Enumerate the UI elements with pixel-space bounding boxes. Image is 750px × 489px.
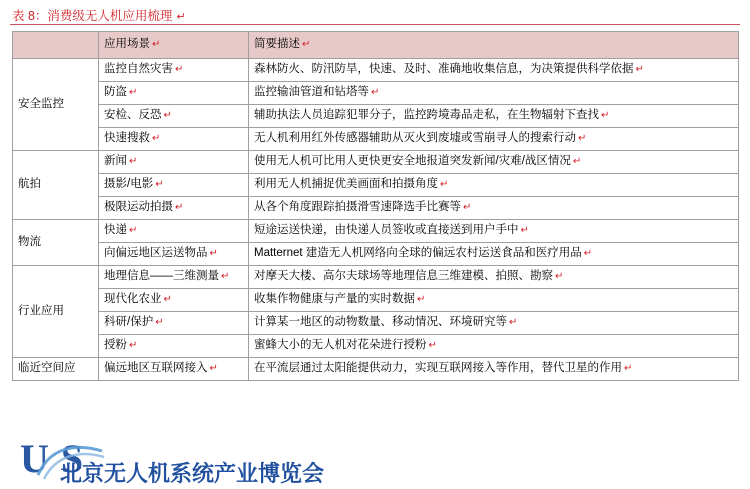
paragraph-mark-icon: ↵	[221, 271, 230, 283]
scene-cell: 授粉 ↵	[99, 335, 249, 358]
paragraph-mark-icon: ↵	[129, 225, 138, 237]
logo-letters-text: U S	[20, 436, 85, 481]
paragraph-mark-icon: ↵	[583, 248, 593, 260]
scene-cell: 地理信息——三维测量 ↵	[99, 266, 249, 289]
scene-cell: 快速搜救 ↵	[99, 128, 249, 151]
scene-cell: 安检、反恐 ↵	[99, 105, 249, 128]
table-row	[13, 289, 739, 312]
table-row	[13, 335, 739, 358]
paragraph-mark-icon: ↵	[175, 64, 184, 76]
paragraph-mark-icon: ↵	[371, 87, 380, 99]
paragraph-mark-icon: ↵	[152, 133, 161, 145]
scene-cell: 摄影/电影 ↵	[99, 174, 249, 197]
table-header-desc: 简要描述 ↵	[249, 32, 739, 59]
paragraph-mark-icon: ↵	[209, 248, 218, 260]
paragraph-mark-icon: ↵	[152, 39, 161, 51]
table-row	[13, 105, 739, 128]
paragraph-mark-icon: ↵	[572, 156, 582, 168]
description-cell: 利用无人机捕捉优美画面和拍摄角度 ↵	[249, 174, 739, 197]
scene-cell: 极限运动拍摄 ↵	[99, 197, 249, 220]
table-header-row	[13, 32, 739, 59]
paragraph-mark-icon: ↵	[555, 271, 564, 283]
footer-logo	[8, 435, 408, 487]
paragraph-mark-icon: ↵	[428, 340, 437, 352]
table-row	[13, 243, 739, 266]
description-cell: 使用无人机可比用人更快更安全地报道突发新闻/灾难/战区情况 ↵	[249, 151, 739, 174]
paragraph-mark-icon: ↵	[129, 340, 138, 352]
paragraph-mark-icon: ↵	[440, 179, 449, 191]
paragraph-mark-icon: ↵	[176, 11, 186, 23]
table-header-category	[13, 32, 99, 59]
paragraph-mark-icon: ↵	[578, 133, 587, 145]
application-table	[12, 31, 739, 381]
description-cell: 在平流层通过太阳能提供动力，实现互联网接入等作用，替代卫星的作用 ↵	[249, 358, 739, 381]
description-cell: 蜜蜂大小的无人机对花朵进行授粉 ↵	[249, 335, 739, 358]
title-divider	[10, 24, 740, 25]
table-row	[13, 197, 739, 220]
paragraph-mark-icon: ↵	[163, 110, 172, 122]
description-cell: 监控输油管道和钻塔等 ↵	[249, 82, 739, 105]
table-row	[13, 59, 739, 82]
table-header-scene: 应用场景 ↵	[99, 32, 249, 59]
paragraph-mark-icon: ↵	[129, 87, 138, 99]
description-cell: 辅助执法人员追踪犯罪分子，监控跨境毒品走私，在生物辐射下查找 ↵	[249, 105, 739, 128]
category-cell: 物流	[13, 220, 99, 266]
paragraph-mark-icon: ↵	[155, 317, 164, 329]
scene-cell: 科研/保护 ↵	[99, 312, 249, 335]
scene-cell: 现代化农业 ↵	[99, 289, 249, 312]
description-cell: 从各个角度跟踪拍摄滑雪速降选手比赛等 ↵	[249, 197, 739, 220]
paragraph-mark-icon: ↵	[209, 363, 218, 375]
description-cell: 短途运送快递，由快递人员签收或直接送到用户手中 ↵	[249, 220, 739, 243]
scene-cell: 监控自然灾害 ↵	[99, 59, 249, 82]
category-cell: 航拍	[13, 151, 99, 220]
paragraph-mark-icon: ↵	[520, 225, 529, 237]
description-cell: Matternet 建造无人机网络向全球的偏远农村运送食品和医疗用品 ↵	[249, 243, 739, 266]
paragraph-mark-icon: ↵	[509, 317, 518, 329]
scene-cell: 防盗 ↵	[99, 82, 249, 105]
table-row	[13, 312, 739, 335]
scene-cell: 新闻 ↵	[99, 151, 249, 174]
paragraph-mark-icon: ↵	[601, 110, 610, 122]
category-cell: 临近空间应	[13, 358, 99, 381]
paragraph-mark-icon: ↵	[155, 179, 164, 191]
page-title	[12, 6, 186, 24]
table-row	[13, 220, 739, 243]
description-cell: 计算某一地区的动物数量、移动情况、环境研究等 ↵	[249, 312, 739, 335]
paragraph-mark-icon: ↵	[624, 363, 633, 375]
table-row	[13, 128, 739, 151]
category-cell: 行业应用	[13, 266, 99, 358]
paragraph-mark-icon: ↵	[163, 294, 172, 306]
paragraph-mark-icon: ↵	[635, 64, 644, 76]
table-row	[13, 174, 739, 197]
description-cell: 收集作物健康与产量的实时数据 ↵	[249, 289, 739, 312]
table-row	[13, 82, 739, 105]
description-cell: 无人机利用红外传感器辅助从灭火到废墟或雪崩寻人的搜索行动 ↵	[249, 128, 739, 151]
paragraph-mark-icon: ↵	[302, 39, 311, 51]
scene-cell: 快递 ↵	[99, 220, 249, 243]
description-cell: 森林防火、防汛防旱，快速、及时、准确地收集信息，为决策提供科学依据 ↵	[249, 59, 739, 82]
scene-cell: 向偏远地区运送物品 ↵	[99, 243, 249, 266]
table-row	[13, 358, 739, 381]
paragraph-mark-icon: ↵	[417, 294, 426, 306]
paragraph-mark-icon: ↵	[463, 202, 472, 214]
paragraph-mark-icon: ↵	[129, 156, 138, 168]
logo-chinese-text: 北京无人机系统产业博览会	[60, 461, 325, 486]
table-row	[13, 266, 739, 289]
category-cell: 安全监控	[13, 59, 99, 151]
table-row	[13, 151, 739, 174]
description-cell: 对摩天大楼、高尔夫球场等地理信息三维建模、拍照、勘察 ↵	[249, 266, 739, 289]
page-title-text: 表 8：消费级无人机应用梳理	[12, 9, 173, 23]
scene-cell: 偏远地区互联网接入 ↵	[99, 358, 249, 381]
paragraph-mark-icon: ↵	[175, 202, 184, 214]
